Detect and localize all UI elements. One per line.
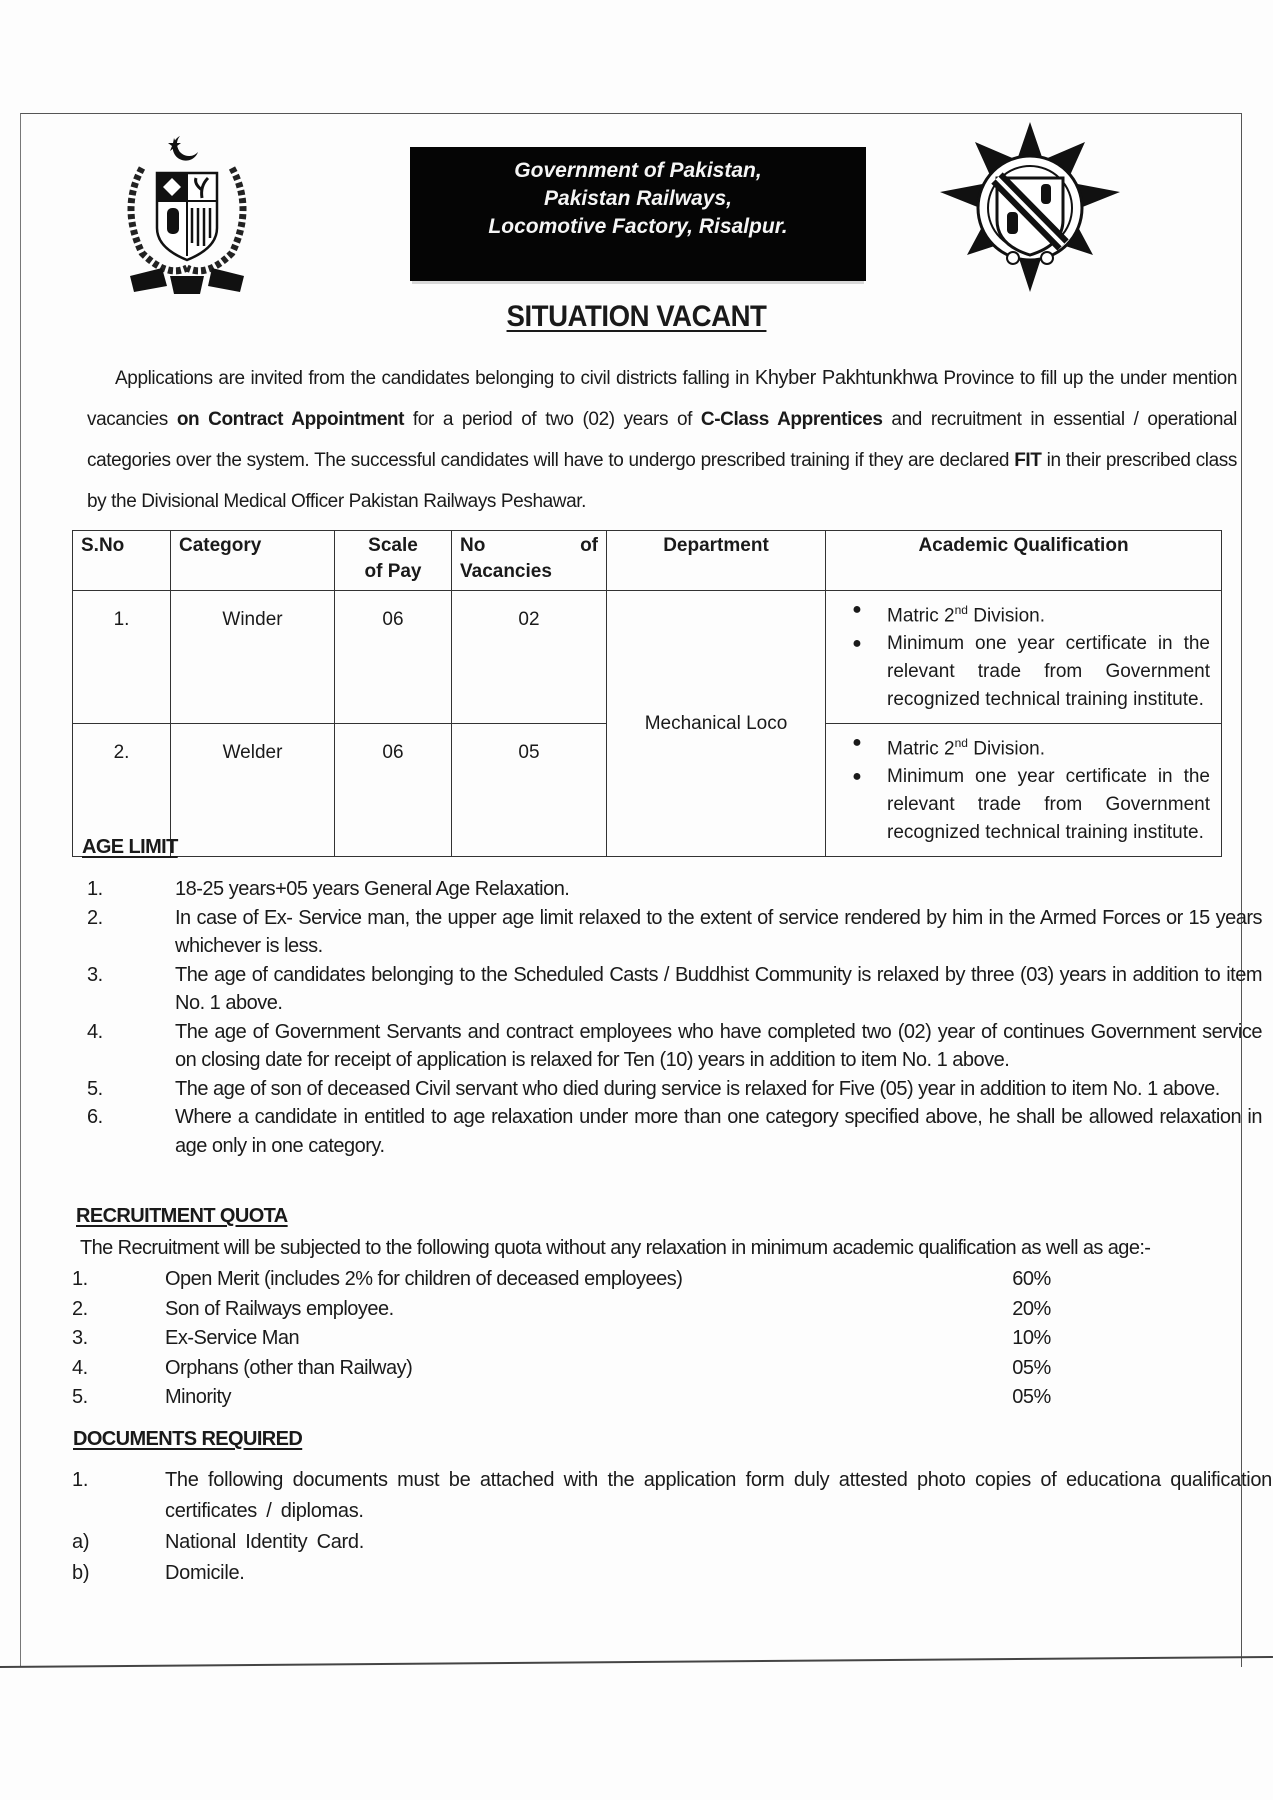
quota-item: 2. Son of Railways employee. 20% <box>72 1295 1072 1325</box>
quota-percentage: 20% <box>1012 1297 1051 1320</box>
intro-text-5: in their prescribed class by the Divisional Medical Officer Pakistan Railways Peshawar. <box>87 450 1237 512</box>
cell-sno: 2. <box>73 724 171 857</box>
intro-fit: FIT <box>1014 450 1042 471</box>
documents-required-heading: DOCUMENTS REQUIRED <box>73 1428 303 1450</box>
recruitment-quota-list <box>72 1265 1072 1413</box>
qualification-item: ● Matric 2nd Division. <box>827 729 1210 763</box>
list-item: 4. The age of Government Servants and contract employees who have completed two (02) year of continues Government service on closing date for receipt of application is relaxed for Ten (10) years in addition to item No. 1 above. <box>87 1020 1262 1071</box>
cell-scale: 06 <box>335 724 452 857</box>
cell-category: Welder <box>171 724 335 857</box>
qualification-item: ● Minimum one year certificate in the relevant trade from Government recognized technical training institute. <box>827 630 1210 714</box>
age-limit-heading: AGE LIMIT <box>82 836 178 858</box>
intro-text-4: and recruitment in essential / operational categories over the system. The successful candidates will have to undergo prescribed training if they are declared <box>87 409 1237 471</box>
list-item: 6. Where a candidate in entitled to age relaxation under more than one category specified above, he shall be allowed relaxation in age only in one category. <box>87 1106 1262 1157</box>
qualification-item: ● Minimum one year certificate in the relevant trade from Government recognized technical training institute. <box>827 763 1210 847</box>
intro-c-class-apprentices: C-Class Apprentices <box>700 409 883 430</box>
list-item: a) National Identity Card. <box>72 1531 364 1553</box>
list-item: b) Domicile. <box>72 1562 245 1584</box>
list-item: 1. 18-25 years+05 years General Age Relaxation. <box>87 878 570 900</box>
bullet-icon: ● <box>852 635 862 653</box>
government-emblem-icon <box>112 128 262 298</box>
cell-vacancies: 02 <box>452 591 607 724</box>
bullet-icon: ● <box>852 768 862 786</box>
quota-percentage: 05% <box>1012 1386 1051 1408</box>
header-vac-word2: of <box>580 535 598 556</box>
header-vac-line2: Vacancies <box>460 561 552 582</box>
header-sno: S.No <box>73 531 171 591</box>
header-category: Category <box>171 531 335 591</box>
recruitment-quota-heading: RECRUITMENT QUOTA <box>76 1205 288 1227</box>
org-line-government: Government of Pakistan, <box>514 159 762 182</box>
organization-title-box <box>410 147 866 281</box>
intro-contract-appointment: on Contract Appointment <box>176 409 405 430</box>
page-title <box>51 300 1222 334</box>
table-header-row <box>73 531 1222 591</box>
railways-emblem-icon <box>935 120 1125 300</box>
table-row <box>73 591 1222 724</box>
quota-item: 5. Minority 05% <box>72 1383 1072 1413</box>
cell-department: Mechanical Loco <box>607 591 826 857</box>
vacancies-table <box>72 530 1222 857</box>
org-line-railways: Pakistan Railways, <box>544 187 732 210</box>
list-item: 3. The age of candidates belonging to the Scheduled Casts / Buddhist Community is relaxed by three (03) years in addition to item No. 1 above. <box>87 963 1262 1014</box>
intro-province: Khyber Pakhtunkhwa <box>754 367 938 389</box>
quota-item: 4. Orphans (other than Railway) 05% <box>72 1354 1072 1384</box>
documents-required-list <box>72 1465 1272 1589</box>
cell-qualification <box>826 724 1222 857</box>
header-department: Department <box>607 531 826 591</box>
header-no-of-vacancies <box>452 531 607 591</box>
org-line-factory: Locomotive Factory, Risalpur. <box>488 215 788 238</box>
list-item: 1. The following documents must be attached with the application form duly attested photo copies of educationa qualification certificates / diplomas. <box>72 1469 1272 1522</box>
intro-text-1: Applications are invited from the candidates belonging to civil districts falling in <box>115 368 755 389</box>
cell-scale: 06 <box>335 591 452 724</box>
quota-percentage: 10% <box>1012 1327 1051 1349</box>
header-scale-of-pay <box>335 531 452 591</box>
header-vac-word1: No <box>460 535 486 556</box>
bullet-icon: ● <box>852 601 862 618</box>
quota-percentage: 05% <box>1012 1356 1051 1379</box>
cell-category: Winder <box>171 591 335 724</box>
header-scale-line1: Scale <box>368 535 418 556</box>
intro-text-3: for a period of two (02) years of <box>404 409 701 430</box>
recruitment-quota-intro: The Recruitment will be subjected to the following quota without any relaxation in minimum academic qualification as well as age:- <box>80 1237 1151 1259</box>
age-limit-list <box>87 875 1262 1160</box>
bullet-icon: ● <box>852 734 862 751</box>
list-item: 5. The age of son of deceased Civil servant who died during service is relaxed for Five (05) year in addition to item No. 1 above. <box>87 1077 1220 1100</box>
cell-sno: 1. <box>73 591 171 724</box>
quota-item: 3. Ex-Service Man 10% <box>72 1324 1072 1354</box>
qualification-item: ● Matric 2nd Division. <box>827 596 1210 630</box>
intro-paragraph <box>87 358 1237 522</box>
quota-percentage: 60% <box>1012 1268 1051 1290</box>
cell-qualification <box>826 591 1222 724</box>
header-scale-line2: of Pay <box>364 561 422 582</box>
cell-vacancies: 05 <box>452 724 607 857</box>
list-item: 2. In case of Ex- Service man, the upper age limit relaxed to the extent of service rendered by him in the Armed Forces or 15 years whichever is less. <box>87 906 1262 957</box>
header-academic-qualification: Academic Qualification <box>826 531 1222 591</box>
situation-vacant-heading: SITUATION VACANT <box>506 300 767 333</box>
intro-text-2: Province to fill up the under mention vacancies <box>87 368 1237 430</box>
quota-item: 1. Open Merit (includes 2% for children of deceased employees) 60% <box>72 1265 1072 1295</box>
